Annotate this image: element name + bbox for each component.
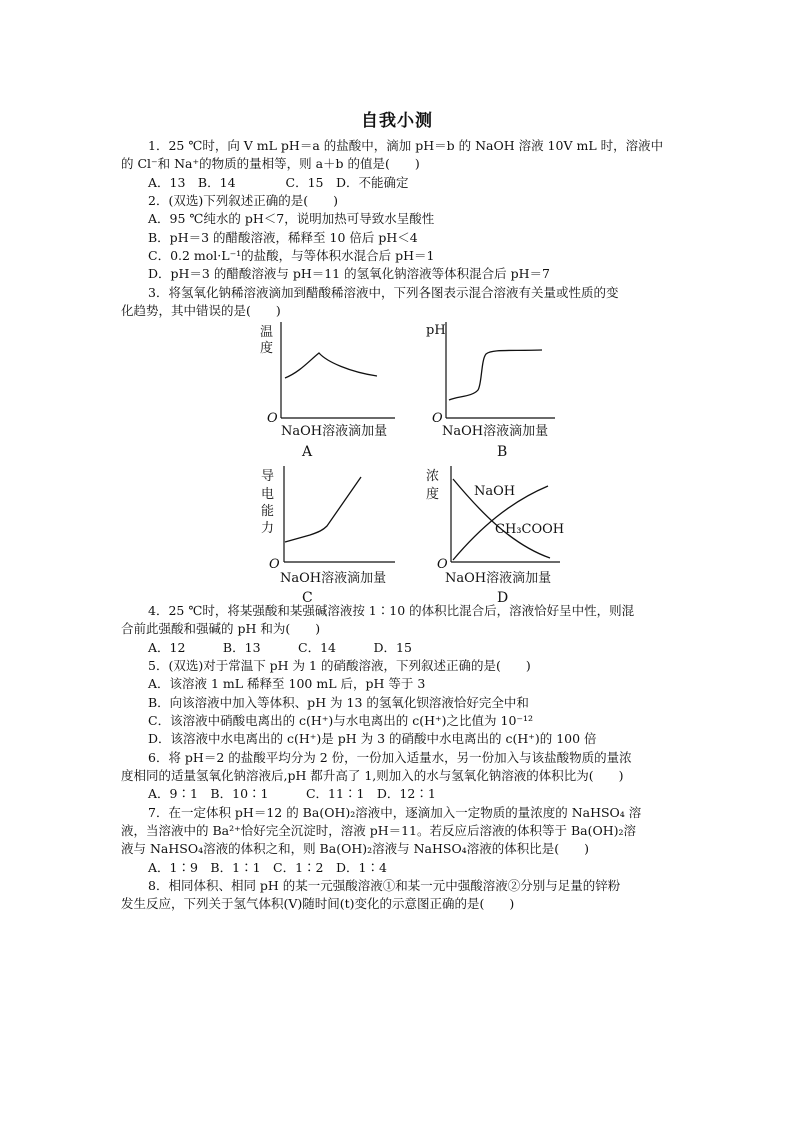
figure-a-caption: A [302,444,313,460]
figure-c-ylabel-3: 能 [261,504,275,519]
q1-line2: 的 Cl⁻和 Na⁺的物质的量相等，则 a＋b 的值是( ) [121,156,420,171]
q7-line3: 液与 NaHSO₄溶液的体积之和，则 Ba(OH)₂溶液与 NaHSO₄溶液的体积比是( ) [121,841,589,856]
q7-line2: 液，当溶液中的 Ba²⁺恰好完全沉淀时，溶液 pH＝11。若反应后溶液的体积等于 Ba(OH)₂溶 [121,823,637,838]
q6-options: A．9∶1 B．10∶1 C．11∶1 D．12∶1 [148,786,436,801]
figure-b [420,320,570,470]
figure-d [420,464,570,614]
figure-c-origin: O [269,557,280,572]
figure-a-xlabel: NaOH溶液滴加量 [281,424,388,439]
figure-d-curve-label-acetic-acid: CH₃COOH [495,522,565,537]
q2-stem: 2．(双选)下列叙述正确的是( ) [148,193,338,208]
figure-a-origin: O [267,411,278,426]
figure-d-caption: D [497,590,509,606]
figure-c-conductivity-curve [285,477,361,542]
q5-stem: 5．(双选)对于常温下 pH 为 1 的硝酸溶液，下列叙述正确的是( ) [148,658,531,673]
q3-line2: 化趋势，其中错误的是( ) [121,303,281,318]
figure-d-xlabel: NaOH溶液滴加量 [445,571,552,586]
figure-b-xlabel: NaOH溶液滴加量 [442,424,549,439]
figure-a [255,320,405,470]
q7-options: A．1∶9 B．1∶1 C．1∶2 D．1∶4 [148,860,387,875]
figure-d-ylabel-1: 浓 [426,469,440,484]
q6-line2: 度相同的适量氢氧化钠溶液后,pH 都升高了 1,则加入的水与氢氧化钠溶液的体积比为( ) [121,768,624,783]
figure-b-origin: O [432,411,443,426]
q2-option-b: B．pH＝3 的醋酸溶液，稀释至 10 倍后 pH＜4 [148,230,418,245]
q2-option-a: A．95 ℃纯水的 pH＜7，说明加热可导致水呈酸性 [148,211,435,226]
q1-line1: 1．25 ℃时，向 V mL pH＝a 的盐酸中，滴加 pH＝b 的 NaOH 溶液 10V mL 时，溶液中 [148,138,664,153]
q2-option-d: D．pH＝3 的醋酸溶液与 pH＝11 的氢氧化钠溶液等体积混合后 pH＝7 [148,266,550,281]
q5-option-b: B．向该溶液中加入等体积、pH 为 13 的氢氧化钡溶液恰好完全中和 [148,695,529,710]
figure-d-ylabel-2: 度 [426,487,440,502]
figure-d-origin: O [437,557,448,572]
q4-line2: 合前此强酸和强碱的 pH 和为( ) [121,621,321,636]
q5-option-c: C．该溶液中硝酸电离出的 c(H⁺)与水电离出的 c(H⁺)之比值为 10⁻¹² [148,713,534,728]
figure-b-ph-curve [449,350,542,400]
figure-b-ylabel: pH [426,323,446,338]
figure-c-ylabel-2: 电 [261,487,275,502]
figure-c-caption: C [302,590,313,606]
figure-c-ylabel-1: 导 [261,469,275,484]
q3-line1: 3．将氢氧化钠稀溶液滴加到醋酸稀溶液中，下列各图表示混合溶液有关量或性质的变 [148,285,619,300]
q6-line1: 6．将 pH＝2 的盐酸平均分为 2 份，一份加入适量水，另一份加入与该盐酸物质的量浓 [148,750,632,765]
q8-line1: 8．相同体积、相同 pH 的某一元强酸溶液①和某一元中强酸溶液②分别与足量的锌粉 [148,878,621,893]
q1-options: A．13 B．14 C．15 D．不能确定 [148,175,409,190]
q5-option-a: A．该溶液 1 mL 稀释至 100 mL 后，pH 等于 3 [148,676,426,691]
q2-option-c: C．0.2 mol·L⁻¹的盐酸，与等体积水混合后 pH＝1 [148,248,435,263]
figure-b-caption: B [497,444,508,460]
figure-c [255,464,405,614]
figure-d-curve-label-naoh: NaOH [474,484,516,499]
page-title: 自我小测 [361,111,433,131]
figure-c-ylabel-4: 力 [261,521,275,536]
q7-line1: 7．在一定体积 pH＝12 的 Ba(OH)₂溶液中，逐滴加入一定物质的量浓度的 NaHSO₄ 溶 [148,805,642,820]
figure-a-ylabel-2: 度 [260,341,274,356]
figure-a-temperature-curve [285,353,377,378]
q8-line2: 发生反应，下列关于氢气体积(V)随时间(t)变化的示意图正确的是( ) [121,896,515,911]
q5-option-d: D．该溶液中水电离出的 c(H⁺)是 pH 为 3 的硝酸中水电离出的 c(H⁺)的 100 倍 [148,731,597,746]
figure-a-ylabel-1: 温 [260,325,274,340]
q4-options: A．12 B．13 C．14 D．15 [148,640,412,655]
figure-c-xlabel: NaOH溶液滴加量 [280,571,387,586]
q4-line1: 4．25 ℃时，将某强酸和某强碱溶液按 1∶10 的体积比混合后，溶液恰好呈中性，则混 [148,603,635,618]
